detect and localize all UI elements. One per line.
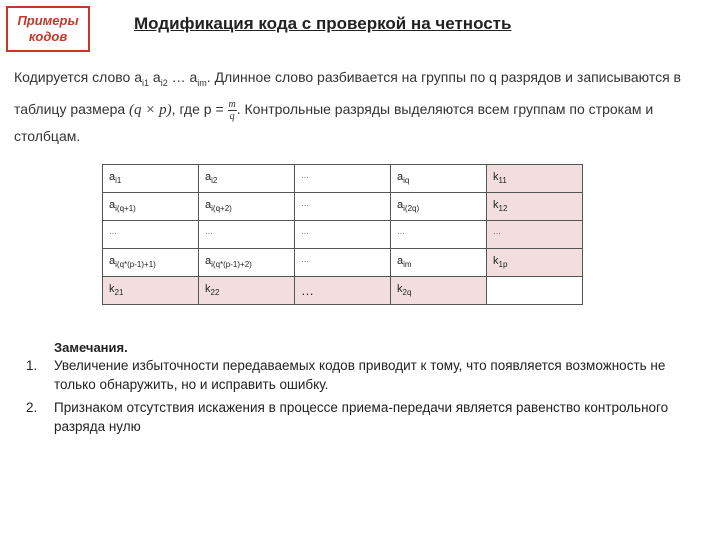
cell-symbol: … [109, 227, 117, 236]
cell-symbol: a [205, 199, 212, 212]
note-item [22, 398, 702, 436]
cell-index: i1 [115, 176, 122, 186]
intro-text-1: Кодируется слово a [14, 69, 142, 85]
table-row [103, 193, 583, 221]
cell-index: i(q+1) [115, 204, 136, 214]
data-bit-cell [295, 165, 391, 193]
data-bit-cell [103, 249, 199, 277]
data-bit-cell [391, 249, 487, 277]
data-bit-cell [487, 277, 583, 305]
cell-index: i(q*(p-1)+2) [211, 260, 252, 270]
cell-symbol: k [493, 255, 499, 268]
data-bit-cell [103, 193, 199, 221]
cell-index: im [403, 260, 412, 270]
table-size-expression: (q × p) [129, 101, 172, 118]
table-row [103, 221, 583, 249]
table-row [103, 165, 583, 193]
cell-index: 2q [402, 288, 412, 298]
cell-symbol: … [301, 171, 309, 180]
examples-badge [6, 6, 90, 52]
cell-index: iq [403, 176, 410, 186]
control-bit-cell [487, 193, 583, 221]
intro-text-5: , где p = [171, 100, 228, 117]
control-bit-cell [391, 277, 487, 305]
notes-list [22, 356, 702, 440]
note-text: Увеличение избыточности передаваемых кодов приводит к тому, что появляется возможность не только обнаружить, но и исправить ошибку. [54, 358, 666, 392]
cell-symbol: a [397, 255, 404, 268]
cell-index: 22 [210, 288, 220, 298]
fraction-numerator: m [228, 98, 236, 110]
data-bit-cell [103, 165, 199, 193]
note-number: 2. [26, 400, 38, 415]
cell-index: 11 [498, 176, 507, 186]
cell-symbol: a [109, 171, 116, 184]
control-bit-cell [487, 165, 583, 193]
cell-symbol: a [397, 171, 404, 184]
control-bit-cell [199, 277, 295, 305]
data-bit-cell [199, 193, 295, 221]
note-number: 1. [26, 358, 38, 373]
data-bit-cell [103, 221, 199, 249]
cell-index: 21 [114, 288, 124, 298]
data-bit-cell [391, 221, 487, 249]
data-bit-cell [295, 193, 391, 221]
cell-symbol: k [397, 283, 403, 296]
cell-symbol: k [109, 283, 115, 296]
cell-symbol: … [205, 227, 213, 236]
data-bit-cell [295, 221, 391, 249]
control-bit-cell [103, 277, 199, 305]
intro-text-4: . Длинное слово разбивается на группы по q разрядов и записываются в таблицу размера [14, 69, 681, 117]
cell-index: i(q*(p-1)+1) [115, 260, 156, 270]
cell-symbol: … [301, 283, 314, 298]
notes-heading: Замечания. [54, 340, 128, 355]
table-row [103, 277, 583, 305]
cell-index: 1p [498, 260, 508, 270]
cell-symbol: k [205, 283, 211, 296]
data-bit-cell [295, 249, 391, 277]
data-bit-cell [391, 193, 487, 221]
intro-paragraph [14, 64, 704, 149]
cell-symbol: a [109, 255, 116, 268]
data-bit-cell [199, 249, 295, 277]
intro-sub-2: i2 [160, 77, 168, 88]
cell-index: i(2q) [403, 204, 420, 214]
cell-symbol: … [397, 227, 405, 236]
cell-index: i2 [211, 176, 218, 186]
cell-symbol: … [493, 227, 501, 236]
control-bit-cell [487, 221, 583, 249]
fraction-denominator: q [229, 110, 235, 122]
table-row [103, 249, 583, 277]
intro-text-6: . Контрольные разряды выделяются всем группам по строкам и столбцам. [14, 100, 654, 144]
control-bit-cell [295, 277, 391, 305]
note-text: Признаком отсутствия искажения в процессе приема-передачи является равенство контрольного разряда нулю [54, 400, 669, 434]
slide-title: Модификация кода с проверкой на четность [134, 14, 512, 33]
note-item [22, 356, 702, 394]
data-bit-cell [391, 165, 487, 193]
cell-symbol: a [109, 199, 116, 212]
cell-symbol: a [205, 255, 212, 268]
badge-line2: кодов [28, 29, 68, 44]
cell-symbol: k [493, 199, 499, 212]
parity-table [102, 164, 583, 305]
cell-symbol: … [301, 227, 309, 236]
cell-symbol: k [493, 171, 499, 184]
cell-index: 12 [498, 204, 508, 214]
intro-sub-1: i1 [142, 77, 150, 88]
control-bit-cell [487, 249, 583, 277]
intro-text-3: … a [167, 69, 198, 85]
cell-index: i(q+2) [211, 204, 232, 214]
intro-sub-3: im [197, 77, 207, 88]
cell-symbol: a [397, 199, 404, 212]
data-bit-cell [199, 221, 295, 249]
p-fraction [228, 99, 237, 122]
intro-text-2: a [149, 69, 161, 85]
data-bit-cell [199, 165, 295, 193]
badge-line1: Примеры [17, 13, 79, 28]
cell-symbol: … [301, 255, 309, 264]
cell-symbol: … [301, 199, 309, 208]
cell-symbol: a [205, 171, 212, 184]
